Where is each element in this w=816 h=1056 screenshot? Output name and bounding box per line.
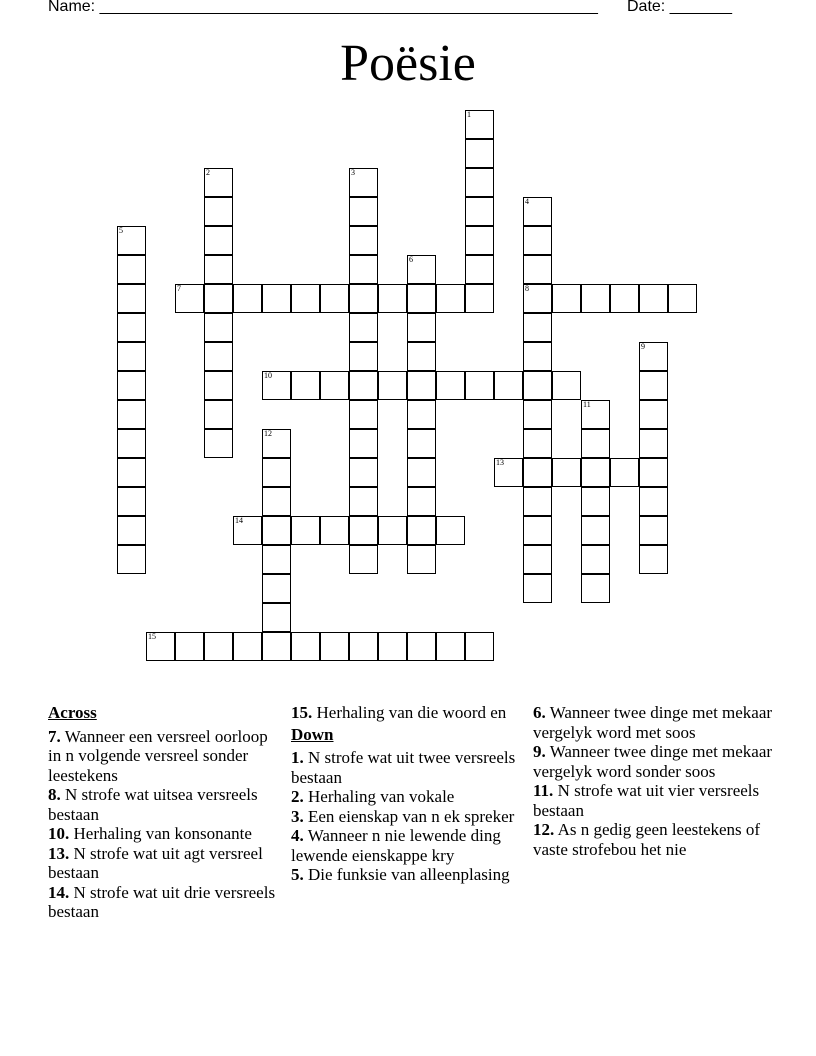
crossword-cell[interactable]: [233, 284, 262, 313]
crossword-cell[interactable]: [523, 197, 552, 226]
clues-column-3: [533, 701, 773, 859]
clue-number: 4.: [291, 826, 304, 845]
crossword-cell[interactable]: [581, 516, 610, 545]
crossword-cell[interactable]: [581, 458, 610, 487]
page-title: Poësie: [340, 35, 476, 92]
clue-across-13: [48, 844, 284, 883]
crossword-cell[interactable]: [175, 284, 204, 313]
crossword-cell[interactable]: [523, 255, 552, 284]
crossword-cell[interactable]: [639, 284, 668, 313]
clue-across-7: [48, 727, 284, 786]
crossword-cell[interactable]: [349, 284, 378, 313]
crossword-cell[interactable]: [349, 400, 378, 429]
name-field-label: Name: ________________________________________________________: [48, 0, 598, 15]
crossword-cell[interactable]: [523, 342, 552, 371]
crossword-cell[interactable]: [349, 632, 378, 661]
clue-number-label: 8: [525, 284, 529, 293]
crossword-cell[interactable]: [523, 226, 552, 255]
clues-column-1: [48, 701, 284, 922]
crossword-cell[interactable]: [117, 429, 146, 458]
clue-number: 14.: [48, 882, 70, 902]
clue-text: Wanneer twee dinge met mekaar vergelyk word met soos: [533, 703, 773, 742]
clue-text: Herhaling van vokale: [308, 787, 455, 806]
crossword-cell[interactable]: [117, 284, 146, 313]
crossword-cell[interactable]: [204, 284, 233, 313]
crossword-cell[interactable]: [523, 284, 552, 313]
crossword-cell[interactable]: [291, 284, 320, 313]
crossword-cell[interactable]: [262, 429, 291, 458]
crossword-cell[interactable]: [349, 545, 378, 574]
crossword-cell[interactable]: [349, 429, 378, 458]
clue-across-14: [48, 883, 284, 922]
clue-number-label: 3: [351, 168, 355, 177]
crossword-cell[interactable]: [320, 284, 349, 313]
clue-across-15: [291, 703, 529, 723]
crossword-cell[interactable]: [668, 284, 697, 313]
crossword-cell[interactable]: [117, 487, 146, 516]
clue-number-label: 6: [409, 255, 413, 264]
crossword-cell[interactable]: [523, 400, 552, 429]
crossword-cell[interactable]: [262, 487, 291, 516]
crossword-cell[interactable]: [320, 516, 349, 545]
crossword-cell[interactable]: [407, 516, 436, 545]
crossword-cell[interactable]: [262, 458, 291, 487]
crossword-cell[interactable]: [349, 197, 378, 226]
clues-column-2: [291, 701, 529, 885]
crossword-cell[interactable]: [262, 574, 291, 603]
clue-down-9: [533, 742, 773, 781]
crossword-cell[interactable]: [407, 371, 436, 400]
crossword-cell[interactable]: [349, 313, 378, 342]
crossword-cell[interactable]: [204, 197, 233, 226]
crossword-cell[interactable]: [204, 400, 233, 429]
crossword-cell[interactable]: [552, 284, 581, 313]
clue-number-label: 9: [641, 342, 645, 351]
crossword-cell[interactable]: [291, 371, 320, 400]
clue-across-10: [48, 824, 284, 844]
crossword-cell[interactable]: [407, 284, 436, 313]
clue-number: 13.: [48, 843, 70, 863]
crossword-cell[interactable]: [117, 255, 146, 284]
clue-number-label: 12: [264, 429, 272, 438]
clue-number: 11.: [533, 781, 554, 800]
clue-text: Wanneer een versreel oorloop in n volgende versreel sonder leestekens: [48, 726, 268, 785]
clue-text: N strofe wat uitsea versreels bestaan: [48, 785, 258, 824]
crossword-cell[interactable]: [465, 168, 494, 197]
crossword-cell[interactable]: [407, 429, 436, 458]
crossword-cell[interactable]: [117, 313, 146, 342]
crossword-cell[interactable]: [639, 458, 668, 487]
crossword-cell[interactable]: [117, 226, 146, 255]
clue-text: Een eienskap van n ek spreker: [308, 806, 515, 826]
crossword-cell[interactable]: [610, 458, 639, 487]
crossword-cell[interactable]: [436, 516, 465, 545]
clue-down-12: [533, 820, 773, 859]
crossword-cell[interactable]: [291, 516, 320, 545]
crossword-cell[interactable]: [639, 516, 668, 545]
clue-number-label: 10: [264, 371, 272, 380]
clue-number-label: 2: [206, 168, 210, 177]
across-heading: Across: [48, 703, 97, 722]
crossword-cell[interactable]: [117, 342, 146, 371]
crossword-cell[interactable]: [465, 110, 494, 139]
crossword-cell[interactable]: [378, 371, 407, 400]
crossword-cell[interactable]: [407, 313, 436, 342]
crossword-cell[interactable]: [639, 371, 668, 400]
clue-down-2: [291, 787, 529, 807]
crossword-cell[interactable]: [407, 342, 436, 371]
clue-down-1: [291, 748, 529, 787]
crossword-cell[interactable]: [117, 458, 146, 487]
crossword-cell[interactable]: [117, 400, 146, 429]
crossword-cell[interactable]: [639, 429, 668, 458]
clue-across-8: [48, 785, 284, 824]
crossword-cell[interactable]: [407, 400, 436, 429]
crossword-cell[interactable]: [436, 371, 465, 400]
crossword-cell[interactable]: [581, 429, 610, 458]
crossword-cell[interactable]: [320, 371, 349, 400]
date-field-label: Date: _______: [627, 0, 732, 15]
crossword-cell[interactable]: [262, 284, 291, 313]
crossword-cell[interactable]: [349, 371, 378, 400]
crossword-cell[interactable]: [320, 632, 349, 661]
crossword-cell[interactable]: [407, 458, 436, 487]
clue-number: 3.: [291, 806, 304, 826]
clue-text: N strofe wat uit agt versreel bestaan: [48, 843, 263, 882]
crossword-cell[interactable]: [117, 371, 146, 400]
crossword-cell[interactable]: [581, 487, 610, 516]
clue-number-label: 14: [235, 516, 243, 525]
crossword-cell[interactable]: [204, 168, 233, 197]
crossword-cell[interactable]: [291, 632, 320, 661]
crossword-cell[interactable]: [552, 458, 581, 487]
crossword-cell[interactable]: [204, 632, 233, 661]
crossword-cell[interactable]: [465, 226, 494, 255]
crossword-cell[interactable]: [349, 458, 378, 487]
crossword-cell[interactable]: [378, 284, 407, 313]
crossword-cell[interactable]: [146, 632, 175, 661]
crossword-cell[interactable]: [204, 342, 233, 371]
crossword-cell[interactable]: [523, 574, 552, 603]
crossword-cell[interactable]: [523, 429, 552, 458]
crossword-cell[interactable]: [494, 458, 523, 487]
crossword-cell[interactable]: [465, 197, 494, 226]
clue-number-label: 7: [177, 284, 181, 293]
crossword-cell[interactable]: [523, 458, 552, 487]
crossword-cell[interactable]: [523, 545, 552, 574]
clue-number-label: 15: [148, 632, 156, 641]
clue-text: N strofe wat uit vier versreels bestaan: [533, 781, 760, 820]
crossword-cell[interactable]: [204, 226, 233, 255]
clue-number: 6.: [533, 703, 546, 722]
clue-number-label: 5: [119, 226, 123, 235]
crossword-cell[interactable]: [581, 545, 610, 574]
crossword-cell[interactable]: [552, 371, 581, 400]
clue-text: As n gedig geen leestekens of vaste strofebou het nie: [533, 820, 761, 859]
clue-number-label: 4: [525, 197, 529, 206]
clue-number-label: 1: [467, 110, 471, 119]
crossword-cell[interactable]: [407, 632, 436, 661]
clue-text: Wanneer n nie lewende ding lewende eienskappe kry: [291, 826, 501, 865]
crossword-cell[interactable]: [349, 255, 378, 284]
crossword-cell[interactable]: [639, 400, 668, 429]
crossword-cell[interactable]: [349, 487, 378, 516]
crossword-cell[interactable]: [639, 545, 668, 574]
clue-number: 7.: [48, 726, 61, 746]
clue-number-label: 11: [583, 400, 591, 409]
crossword-cell[interactable]: [581, 574, 610, 603]
crossword-cell[interactable]: [378, 632, 407, 661]
crossword-cell[interactable]: [465, 284, 494, 313]
crossword-cell[interactable]: [117, 516, 146, 545]
crossword-cell[interactable]: [175, 632, 204, 661]
clue-text: N strofe wat uit twee versreels bestaan: [291, 748, 516, 787]
crossword-cell[interactable]: [349, 226, 378, 255]
crossword-cell[interactable]: [349, 168, 378, 197]
clue-down-6: [533, 703, 773, 742]
crossword-cell[interactable]: [233, 516, 262, 545]
clue-number: 12.: [533, 820, 555, 839]
clue-down-3: [291, 807, 529, 827]
crossword-cell[interactable]: [349, 516, 378, 545]
crossword-cell[interactable]: [465, 255, 494, 284]
crossword-cell[interactable]: [204, 371, 233, 400]
crossword-cell[interactable]: [407, 545, 436, 574]
clue-number: 5.: [291, 865, 304, 884]
crossword-cell[interactable]: [262, 632, 291, 661]
crossword-cell[interactable]: [523, 371, 552, 400]
clue-number: 2.: [291, 787, 304, 806]
crossword-cell[interactable]: [581, 400, 610, 429]
crossword-cell[interactable]: [523, 487, 552, 516]
crossword-cell[interactable]: [523, 516, 552, 545]
crossword-cell[interactable]: [262, 371, 291, 400]
clue-down-11: [533, 781, 773, 820]
crossword-cell[interactable]: [639, 487, 668, 516]
clue-number: 10.: [48, 824, 70, 843]
crossword-cell[interactable]: [349, 342, 378, 371]
clue-number-label: 13: [496, 458, 504, 467]
crossword-cell[interactable]: [465, 371, 494, 400]
clue-text: Herhaling van konsonante: [73, 824, 252, 843]
crossword-cell[interactable]: [262, 516, 291, 545]
crossword-cell[interactable]: [204, 255, 233, 284]
clue-text: Die funksie van alleenplasing: [308, 865, 510, 884]
crossword-cell[interactable]: [262, 603, 291, 632]
crossword-cell[interactable]: [204, 429, 233, 458]
down-heading: Down: [291, 724, 334, 744]
crossword-cell[interactable]: [610, 284, 639, 313]
clue-text: Herhaling van die woord en: [316, 703, 507, 722]
crossword-cell[interactable]: [494, 371, 523, 400]
crossword-cell[interactable]: [407, 487, 436, 516]
crossword-cell[interactable]: [581, 284, 610, 313]
clue-number: 8.: [48, 785, 61, 804]
crossword-cell[interactable]: [639, 342, 668, 371]
crossword-cell[interactable]: [204, 313, 233, 342]
crossword-cell[interactable]: [262, 545, 291, 574]
clue-text: N strofe wat uit drie versreels bestaan: [48, 882, 276, 921]
crossword-cell[interactable]: [523, 313, 552, 342]
crossword-cell[interactable]: [436, 632, 465, 661]
crossword-cell[interactable]: [465, 632, 494, 661]
crossword-cell[interactable]: [407, 255, 436, 284]
crossword-cell[interactable]: [117, 545, 146, 574]
clue-down-5: [291, 865, 529, 885]
clue-number: 9.: [533, 742, 546, 761]
crossword-cell[interactable]: [436, 284, 465, 313]
crossword-cell[interactable]: [465, 139, 494, 168]
clue-number: 15.: [291, 703, 313, 722]
clue-down-4: [291, 826, 529, 865]
clue-number: 1.: [291, 748, 304, 767]
clue-text: Wanneer twee dinge met mekaar vergelyk word sonder soos: [533, 742, 773, 781]
crossword-cell[interactable]: [233, 632, 262, 661]
crossword-cell[interactable]: [378, 516, 407, 545]
